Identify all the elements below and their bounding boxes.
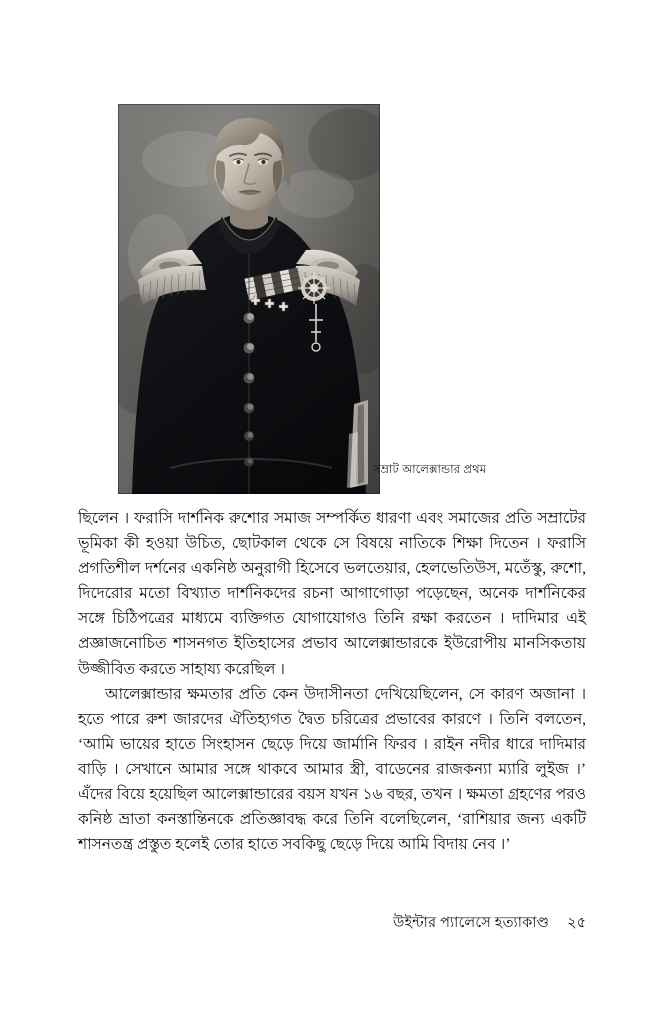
portrait-figure [118,104,380,494]
body-text [78,506,586,857]
footer-page-number: ২৫ [567,915,586,931]
footer-running-title: উইন্টার প্যালেসে হত্যাকাণ্ড [393,915,550,931]
page-footer [78,912,586,936]
figure-caption: সম্রাট আলেক্সান্ডার প্রথম [373,464,487,476]
paragraph-2: আলেক্সান্ডার ক্ষমতার প্রতি কেন উদাসীনতা দেখিয়েছিলেন, সে কারণ অজানা । হতে পারে রুশ জারদের ঐতিহ্যগত দ্বৈত চরিত্রের প্রভাবের কারণে । তিনি বলতেন, ‘আমি ভায়ের হাতে সিংহাসন ছেড়ে দিয়ে জার্মানি ফিরব । রাইন নদীর ধারে দাদিমার বাড়ি । সেখানে আমার সঙ্গে থাকবে আমার স্ত্রী, বাডেনের রাজকন্যা ম্যারি লুইজ ।’ এঁদের বিয়ে হয়েছিল আলেক্সান্ডারের বয়স যখন ১৬ বছর, তখন । ক্ষমতা গ্রহণের পরও কনিষ্ঠ ভ্রাতা কনস্তান্তিনকে প্রতিজ্ঞাবদ্ধ করে তিনি বলেছিলেন, ‘রাশিয়ার জন্য একটি শাসনতন্ত্র প্রস্তুত হলেই তোর হাতে সবকিছু ছেড়ে দিয়ে আমি বিদায় নেব ।’ [78,685,586,854]
portrait-photograph [118,104,380,494]
paragraph-1: ছিলেন । ফরাসি দার্শনিক রুশোর সমাজ সম্পর্কিত ধারণা এবং সমাজের প্রতি সম্রাটের ভূমিকা কী হওয়া উচিত, ছোটকাল থেকে সে বিষয়ে নাতিকে শিক্ষা দিতেন । ফরাসি প্রগতিশীল দর্শনের একনিষ্ঠ অনুরাগী হিসেবে ভলতেয়ার, হেলভেতিউস, মতেঁস্কু, রুশো, দিদেরোর মতো বিখ্যাত দার্শনিকদের রচনা আগাগোড়া পড়েছেন, অনেক দার্শনিকের সঙ্গে চিঠিপত্রের মাধ্যমে ব্যক্তিগত যোগাযোগও তিনি রক্ষা করতেন । দাদিমার এই প্রজ্ঞাজনোচিত শাসনগত ইতিহাসের প্রভাব আলেক্সান্ডারকে ইউরোপীয় মানসিকতায় উজ্জীবিত করতে সাহায্য করেছিল । [78,510,586,678]
